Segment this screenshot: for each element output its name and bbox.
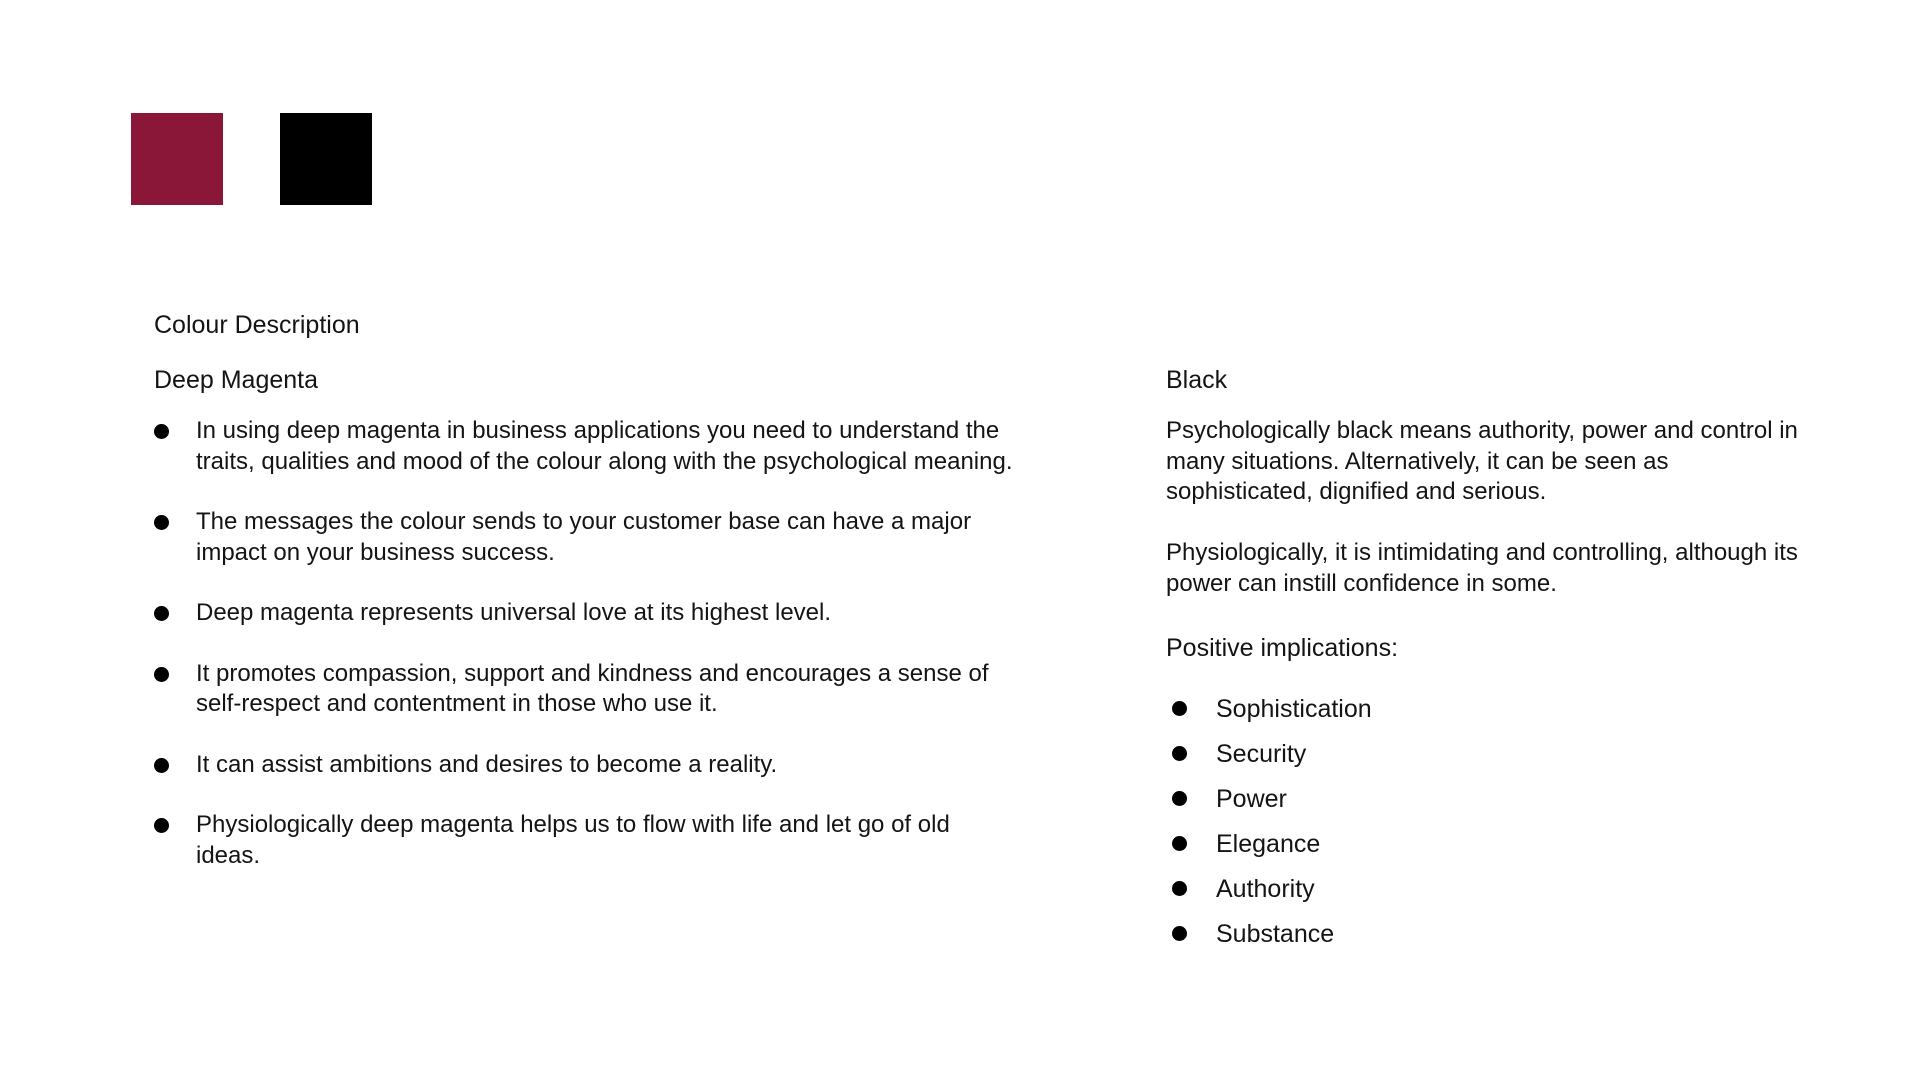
bullet-icon	[1172, 881, 1187, 896]
list-item	[1166, 829, 1566, 874]
positive-implications-list	[1166, 694, 1566, 964]
implication-text: Sophistication	[1216, 695, 1372, 723]
black-paragraph-physiological: Physiologically, it is intimidating and controlling, although its power can instill confidence in some.	[1166, 539, 1798, 597]
implication-text: Authority	[1216, 875, 1315, 903]
deep-magenta-swatch	[131, 113, 223, 205]
bullet-icon	[1172, 746, 1187, 761]
bullet-icon	[154, 606, 169, 621]
implication-text: Elegance	[1216, 830, 1321, 858]
list-item	[154, 810, 1014, 871]
bullet-icon	[154, 424, 169, 439]
list-item	[154, 598, 1014, 629]
deep-magenta-title: Deep Magenta	[154, 366, 319, 394]
black-title: Black	[1166, 366, 1228, 394]
bullet-icon	[154, 667, 169, 682]
bullet-text: It can assist ambitions and desires to become a reality.	[196, 750, 778, 778]
list-item	[154, 416, 1014, 477]
list-item	[154, 507, 1014, 568]
bullet-text: Physiologically deep magenta helps us to flow with life and let go of old ideas.	[196, 811, 950, 869]
implication-text: Substance	[1216, 920, 1335, 948]
list-item	[1166, 919, 1566, 964]
black-paragraph-psychological: Psychologically black means authority, power and control in many situations. Alternatively, it can be seen as sophisticated, dignified and serious.	[1166, 417, 1798, 505]
list-item	[1166, 694, 1566, 739]
list-item	[154, 750, 1014, 781]
bullet-icon	[1172, 926, 1187, 941]
list-item	[154, 659, 1014, 720]
bullet-icon	[1172, 836, 1187, 851]
bullet-text: In using deep magenta in business applications you need to understand the traits, qualities and mood of the colour along with the psychological meaning.	[196, 417, 1013, 475]
implication-text: Security	[1216, 740, 1307, 768]
positive-implications-label: Positive implications:	[1166, 634, 1399, 662]
deep-magenta-bullet-list	[154, 416, 1014, 901]
bullet-text: It promotes compassion, support and kindness and encourages a sense of self-respect and contentment in those who use it.	[196, 659, 989, 717]
bullet-text: The messages the colour sends to your customer base can have a major impact on your business success.	[196, 508, 972, 566]
bullet-icon	[1172, 791, 1187, 806]
bullet-icon	[154, 758, 169, 773]
list-item	[1166, 784, 1566, 829]
bullet-icon	[154, 515, 169, 530]
bullet-icon	[1172, 701, 1187, 716]
list-item	[1166, 739, 1566, 784]
list-item	[1166, 874, 1566, 919]
bullet-text: Deep magenta represents universal love at its highest level.	[196, 599, 832, 626]
section-title: Colour Description	[154, 311, 360, 339]
implication-text: Power	[1216, 785, 1287, 813]
black-swatch	[280, 113, 372, 205]
bullet-icon	[154, 818, 169, 833]
